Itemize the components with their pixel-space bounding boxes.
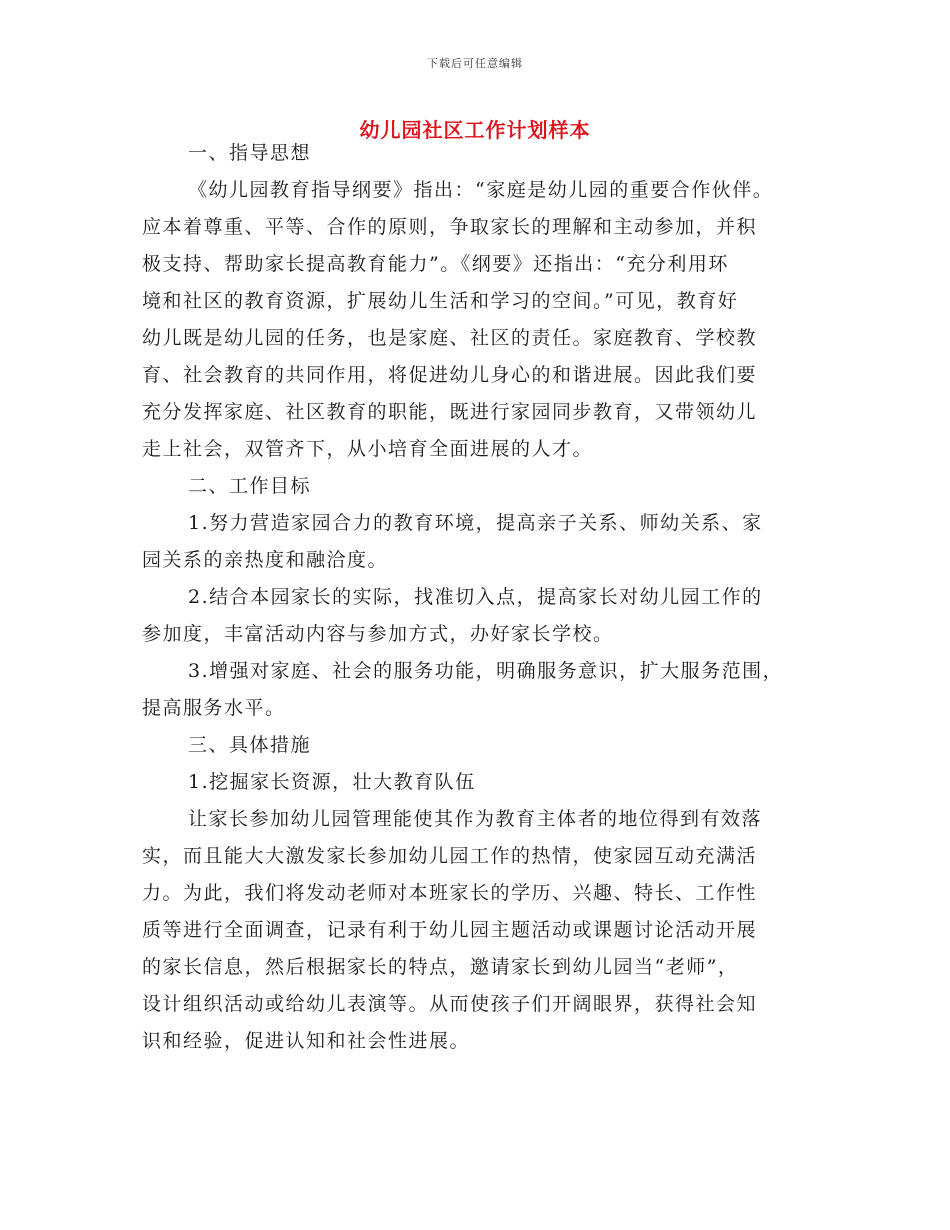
text-line: 极支持、帮助家长提高教育能力”。《纲要》还指出：“充分利用环 xyxy=(142,253,729,275)
text-line: 《幼儿园教育指导纲要》指出：“家庭是幼儿园的重要合作伙伴。 xyxy=(188,179,774,201)
text-line: 让家长参加幼儿园管理能使其作为教育主体者的地位得到有效落 xyxy=(188,808,763,830)
text-line: 1.挖掘家长资源，壮大教育队伍 xyxy=(188,771,476,793)
text-line: 的家长信息，然后根据家长的特点，邀请家长到幼儿园当“老师”， xyxy=(142,956,739,978)
text-line: 一、指导思想 xyxy=(188,142,312,164)
text-line: 三、具体措施 xyxy=(188,734,312,756)
text-line: 提高服务水平。 xyxy=(142,697,286,719)
text-line: 应本着尊重、平等、合作的原则，争取家长的理解和主动参加，并积 xyxy=(142,216,758,238)
text-line: 质等进行全面调查，记录有利于幼儿园主题活动或课题讨论活动开展 xyxy=(142,919,758,941)
text-line: 幼儿既是幼儿园的任务，也是家庭、社区的责任。家庭教育、学校教 xyxy=(142,327,758,349)
text-line: 设计组织活动或给幼儿表演等。从而使孩子们开阔眼界，获得社会知 xyxy=(142,993,758,1015)
text-line: 3.增强对家庭、社会的服务功能，明确服务意识，扩大服务范围， xyxy=(188,660,784,682)
header-note: 下载后可任意编辑 xyxy=(427,57,523,70)
text-line: 育、社会教育的共同作用，将促进幼儿身心的和谐进展。因此我们要 xyxy=(142,364,758,386)
text-line: 实，而且能大大激发家长参加幼儿园工作的热情，使家园互动充满活 xyxy=(142,845,758,867)
text-line: 参加度，丰富活动内容与参加方式，办好家长学校。 xyxy=(142,623,614,645)
text-line: 二、工作目标 xyxy=(188,475,312,497)
text-line: 境和社区的教育资源，扩展幼儿生活和学习的空间。”可见，教育好 xyxy=(142,290,739,312)
document-title: 幼儿园社区工作计划样本 xyxy=(359,118,591,142)
text-line: 2.结合本园家长的实际，找准切入点，提高家长对幼儿园工作的 xyxy=(188,586,763,608)
document-body xyxy=(142,135,822,1060)
text-line: 充分发挥家庭、社区教育的职能，既进行家园同步教育，又带领幼儿 xyxy=(142,401,758,423)
text-line: 识和经验，促进认知和社会性进展。 xyxy=(142,1030,471,1052)
text-line: 力。为此，我们将发动老师对本班家长的学历、兴趣、特长、工作性 xyxy=(142,882,758,904)
text-line: 1.努力营造家园合力的教育环境，提高亲子关系、师幼关系、家 xyxy=(188,512,763,534)
text-line: 园关系的亲热度和融洽度。 xyxy=(142,549,389,571)
text-line: 走上社会，双管齐下，从小培育全面进展的人才。 xyxy=(142,438,594,460)
